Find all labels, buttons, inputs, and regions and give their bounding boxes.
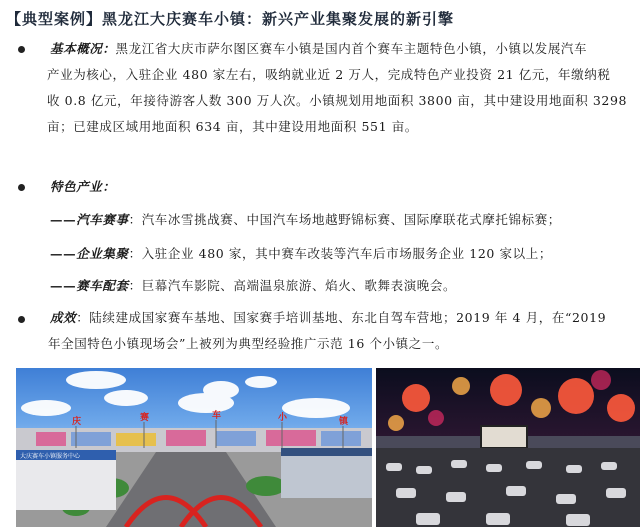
bullet-results — [18, 316, 25, 323]
gate-char-1: 庆 — [72, 417, 82, 427]
feature-item — [50, 210, 561, 228]
gate-char-4: 小 — [278, 413, 288, 423]
overview-line-1: 黑龙江省大庆市萨尔图区赛车小镇是国内首个赛车主题特色小镇，小镇以发展汽车 — [115, 41, 588, 56]
feature-text-support: ：巨幕汽车影院、高端温泉旅游、焰火、歌舞表演晚会。 — [128, 278, 457, 293]
gate-char-2: 赛 — [140, 413, 150, 423]
results-line-2: 年全国特色小镇现场会”上被列为典型经验推广示范 16 个小镇之一。 — [48, 336, 449, 351]
features-label: 特色产业： — [50, 179, 116, 194]
feature-dash: —— — [50, 212, 77, 227]
bullet-overview — [18, 46, 25, 53]
feature-label-racing: 汽车赛事 — [76, 212, 129, 227]
fireworks-cinema-photo — [376, 368, 640, 527]
features-heading — [50, 174, 116, 200]
racing-town-photo — [16, 368, 372, 527]
page-title: 【典型案例】黑龙江大庆赛车小镇：新兴产业集聚发展的新引擎 — [6, 10, 455, 28]
feature-item — [50, 276, 456, 294]
feature-item — [50, 244, 552, 262]
results-line-1: ：陆续建成国家赛车基地、国家赛手培训基地、东北自驾车营地；2019 年 4 月，在“2019 — [76, 310, 607, 325]
overview-label: 基本概况： — [50, 41, 116, 56]
overview-line-4: 亩；已建成区域用地面积 634 亩，其中建设用地面积 551 亩。 — [47, 119, 418, 134]
gate-char-3: 车 — [212, 411, 222, 421]
overview-paragraph — [47, 36, 640, 140]
feature-label-cluster: 企业集聚 — [76, 246, 129, 261]
results-label: 成效 — [50, 310, 77, 325]
feature-dash: —— — [50, 278, 77, 293]
gate-char-5: 镇 — [339, 417, 349, 427]
building-sign: 大庆赛车小镇服务中心 — [20, 453, 81, 460]
feature-dash: —— — [50, 246, 77, 261]
overview-line-3: 收 0.8 亿元，年接待游客人数 300 万人次。小镇规划用地面积 3800 亩，其中建设用地面积 3298 — [47, 93, 628, 108]
overview-line-2: 产业为核心，入驻企业 480 家左右，吸纳就业近 2 万人，完成特色产业投资 21 亿元，年缴纳税 — [47, 67, 611, 82]
feature-text-cluster: ：入驻企业 480 家，其中赛车改装等汽车后市场服务企业 120 家以上； — [128, 246, 552, 261]
feature-label-support: 赛车配套 — [76, 278, 129, 293]
feature-text-racing: ：汽车冰雪挑战赛、中国汽车场地越野锦标赛、国际摩联花式摩托锦标赛； — [128, 212, 561, 227]
bullet-features — [18, 184, 25, 191]
results-paragraph — [50, 305, 640, 357]
